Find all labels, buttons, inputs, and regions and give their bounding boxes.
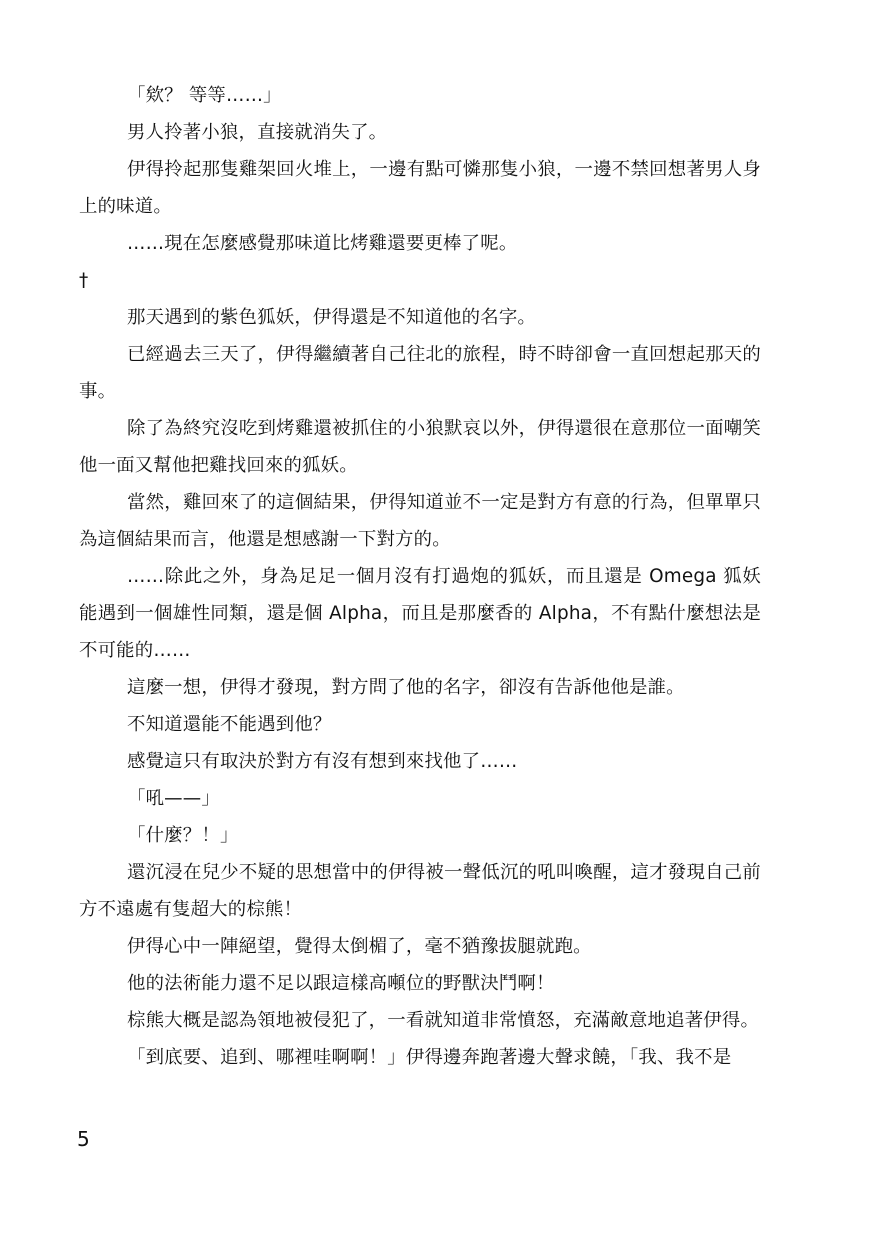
paragraph: 「欸？ 等等……」 bbox=[127, 85, 282, 106]
paragraph: 這麼一想，伊得才發現，對方問了他的名字，卻沒有告訴他他是誰。 bbox=[127, 677, 685, 698]
paragraph: 當然，雞回來了的這個結果，伊得知道並不一定是對方有意的行為，但單單只為這個結果而言，他還是想感謝一下對方的。 bbox=[79, 492, 761, 550]
paragraph: 伊得心中一陣絕望，覺得太倒楣了，毫不猶豫拔腿就跑。 bbox=[127, 936, 592, 957]
paragraph: 除了為終究沒吃到烤雞還被抓住的小狼默哀以外，伊得還很在意那位一面嘲笑他一面又幫他把雞找回來的狐妖。 bbox=[79, 418, 761, 476]
paragraph: 棕熊大概是認為領地被侵犯了，一看就知道非常憤怒，充滿敵意地追著伊得。 bbox=[127, 1010, 760, 1031]
paragraph: 他的法術能力還不足以跟這樣高噸位的野獸決鬥啊！ bbox=[127, 973, 555, 994]
paragraph: ……現在怎麼感覺那味道比烤雞還要更棒了呢。 bbox=[127, 233, 518, 254]
paragraph: 男人拎著小狼，直接就消失了。 bbox=[127, 122, 388, 143]
paragraph: 「吼——」 bbox=[127, 788, 220, 809]
paragraph: 已經過去三天了，伊得繼續著自己往北的旅程，時不時卻會一直回想起那天的事。 bbox=[79, 344, 761, 402]
body-text bbox=[79, 77, 761, 1076]
paragraph: ……除此之外，身為足足一個月沒有打過炮的狐妖，而且還是 Omega 狐妖能遇到一個雄性同類，還是個 Alpha，而且是那麼香的 Alpha，不有點什麼想法是不可能的…… bbox=[79, 566, 761, 661]
page-number: 5 bbox=[77, 1127, 90, 1151]
paragraph: 不知道還能不能遇到他？ bbox=[127, 714, 332, 735]
paragraph: 伊得拎起那隻雞架回火堆上，一邊有點可憐那隻小狼，一邊不禁回想著男人身上的味道。 bbox=[79, 159, 761, 217]
paragraph: 「什麼？！」 bbox=[127, 825, 239, 846]
paragraph: 還沉浸在兒少不疑的思想當中的伊得被一聲低沉的吼叫喚醒，這才發現自己前方不遠處有隻超大的棕熊！ bbox=[79, 862, 761, 920]
paragraph: 那天遇到的紫色狐妖，伊得還是不知道他的名字。 bbox=[127, 307, 536, 328]
paragraph: 「到底要、追到、哪裡哇啊啊！」伊得邊奔跑著邊大聲求饒，「我、我不是 bbox=[127, 1047, 732, 1068]
section-separator: † bbox=[79, 270, 89, 291]
paragraph: 感覺這只有取決於對方有沒有想到來找他了…… bbox=[127, 751, 518, 772]
